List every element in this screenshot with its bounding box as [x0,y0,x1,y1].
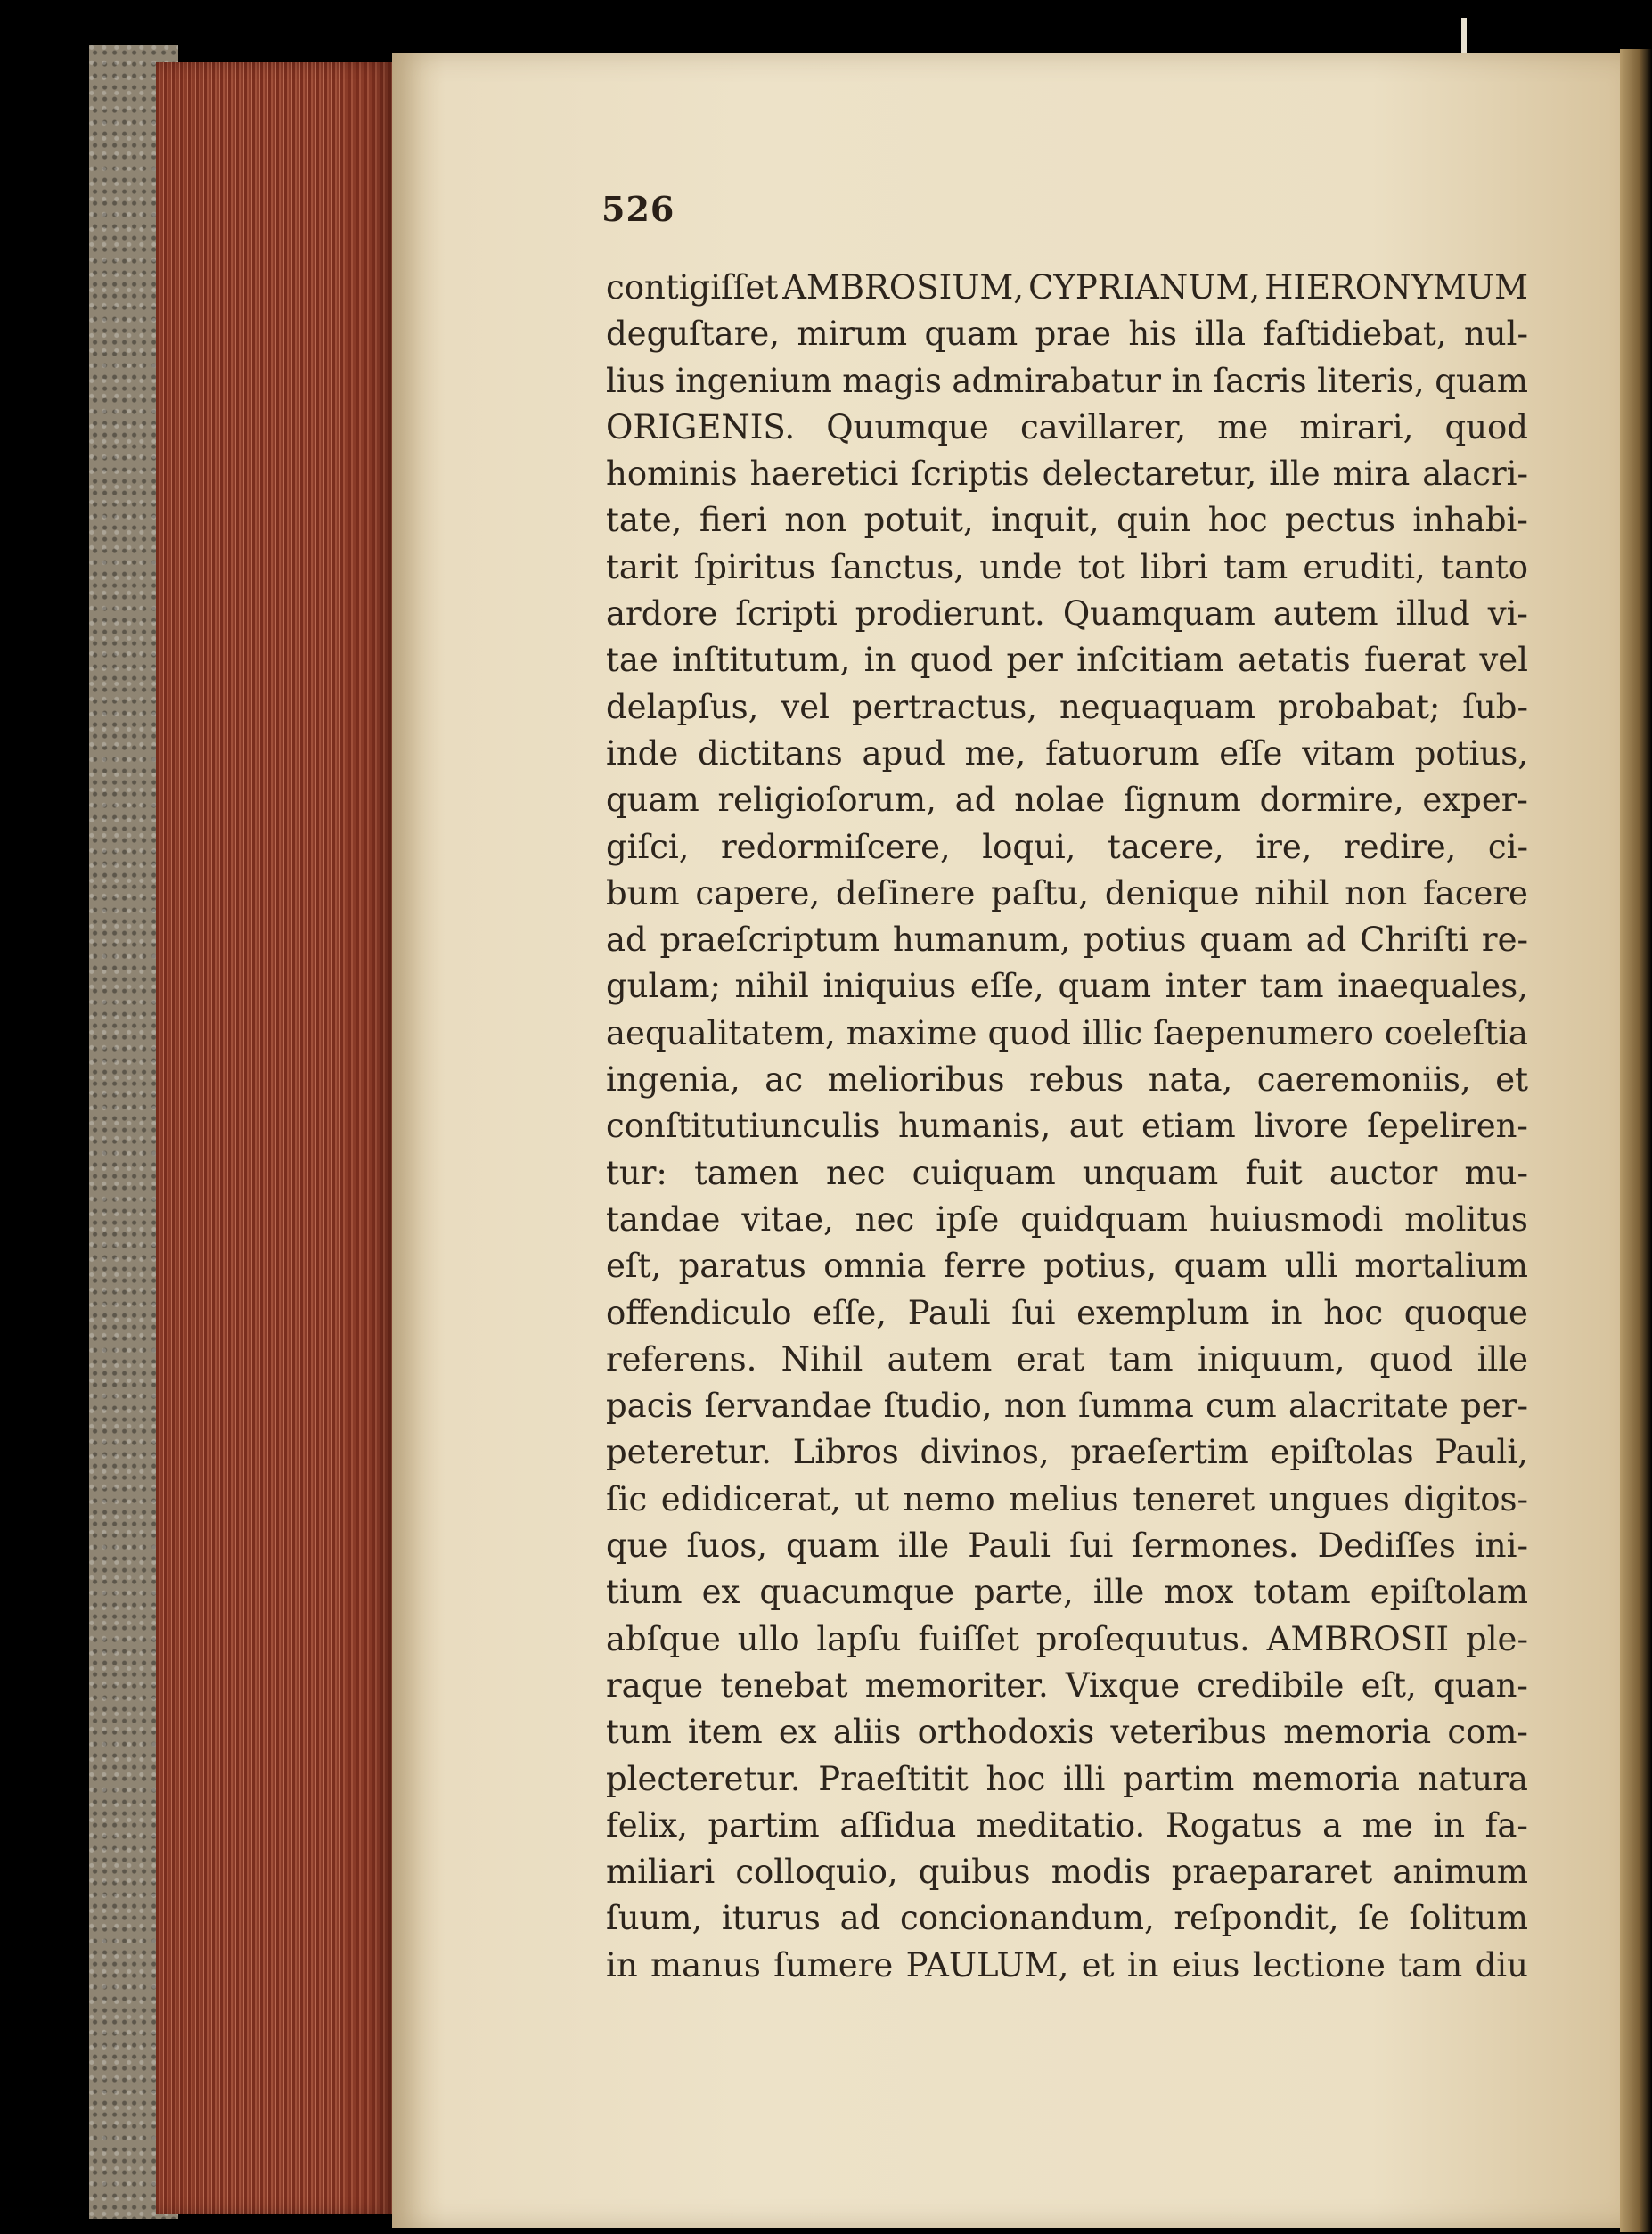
text-line: aequalitatem, maxime quod illic ſaepenumero coeleſtia [606,1013,1528,1052]
text-line: giſci, redormiſcere, loqui, tacere, ire, redire, ci- [606,827,1528,866]
text-line: raque tenebat memoriter. Vixque credibile eſt, quan- [606,1665,1528,1705]
text-line: offendiculo eſſe, Pauli ſui exemplum in hoc quoque [606,1293,1528,1332]
text-line: lius ingenium magis admirabatur in ſacris literis, quam [606,361,1528,400]
text-line: felix, partim aſſidua meditatio. Rogatus a me in fa- [606,1805,1528,1845]
text-line: referens. Nihil autem erat tam iniquum, quod ille [606,1339,1528,1379]
text-line: tandae vitae, nec ipſe quidquam huiusmodi molitus [606,1199,1528,1239]
page-number: 526 [601,189,675,229]
ruler-mark [1461,18,1467,53]
text-line: abſque ullo lapſu fuiſſet proſequutus. AMBROSII ple- [606,1619,1528,1658]
text-line: tae inſtitutum, in quod per inſcitiam aetatis fuerat vel [606,641,1528,680]
text-line: tarit ſpiritus ſanctus, unde tot libri tam eruditi, tanto [606,547,1528,586]
text-line: in manus ſumere PAULUM, et in eius lectione tam diu [606,1945,1528,1984]
text-line: deguſtare, mirum quam prae his illa faſtidiebat, nul- [606,315,1528,354]
text-line: ſic edidicerat, ut nemo melius teneret ungues digitos- [606,1479,1528,1518]
text-line: ſuum, iturus ad concionandum, reſpondit, ſe ſolitum [606,1899,1528,1938]
scan-border [0,0,1652,53]
text-line: ardore ſcripti prodierunt. Quamquam autem illud vi- [606,594,1528,634]
text-line: inde dictitans apud me, fatuorum eſſe vitam potius, [606,733,1528,773]
text-line: tium ex quacumque parte, ille mox totam epiſtolam [606,1573,1528,1612]
text-line: quam religioſorum, ad nolae ſignum dormire, exper- [606,781,1528,820]
gutter-shadow [1620,49,1652,2232]
text-line: gulam; nihil iniquius eſſe, quam inter tam inaequales, [606,967,1528,1006]
text-line: plecteretur. Praeſtitit hoc illi partim memoria natura [606,1759,1528,1798]
body-text [606,265,1528,1989]
text-line: tate, fieri non potuit, inquit, quin hoc pectus inhabi- [606,501,1528,540]
text-line: miliari colloquio, quibus modis praepararet animum [606,1853,1528,1892]
text-line: ORIGENIS. Quumque cavillarer, me mirari, quod [606,407,1528,446]
text-line: pacis ſervandae ſtudio, non ſumma cum alacritate per- [606,1387,1528,1426]
text-line: que ſuos, quam ille Pauli ſui ſermones. Dediſſes ini- [606,1526,1528,1566]
text-line: tum item ex aliis orthodoxis veteribus memoria com- [606,1713,1528,1752]
text-line: bum capere, deſinere paſtu, denique nihil non facere [606,873,1528,912]
text-line: tur: tamen nec cuiquam unquam fuit auctor mu- [606,1153,1528,1192]
text-line: conſtitutiunculis humanis, aut etiam livore ſepeliren- [606,1107,1528,1146]
text-line: contigiſſet AMBROSIUM, CYPRIANUM, HIERONYMUM [606,268,1528,307]
page-edges [156,62,392,2214]
text-line: eſt, paratus omnia ferre potius, quam ulli mortalium [606,1247,1528,1286]
text-line: delapſus, vel pertractus, nequaquam probabat; ſub- [606,687,1528,726]
text-line: peteretur. Libros divinos, praeſertim epiſtolas Pauli, [606,1433,1528,1472]
text-line: hominis haeretici ſcriptis delectaretur, ille mira alacri- [606,454,1528,494]
text-line: ingenia, ac melioribus rebus nata, caeremoniis, et [606,1060,1528,1100]
text-line: ad praeſcriptum humanum, potius quam ad Chriſti re- [606,921,1528,960]
